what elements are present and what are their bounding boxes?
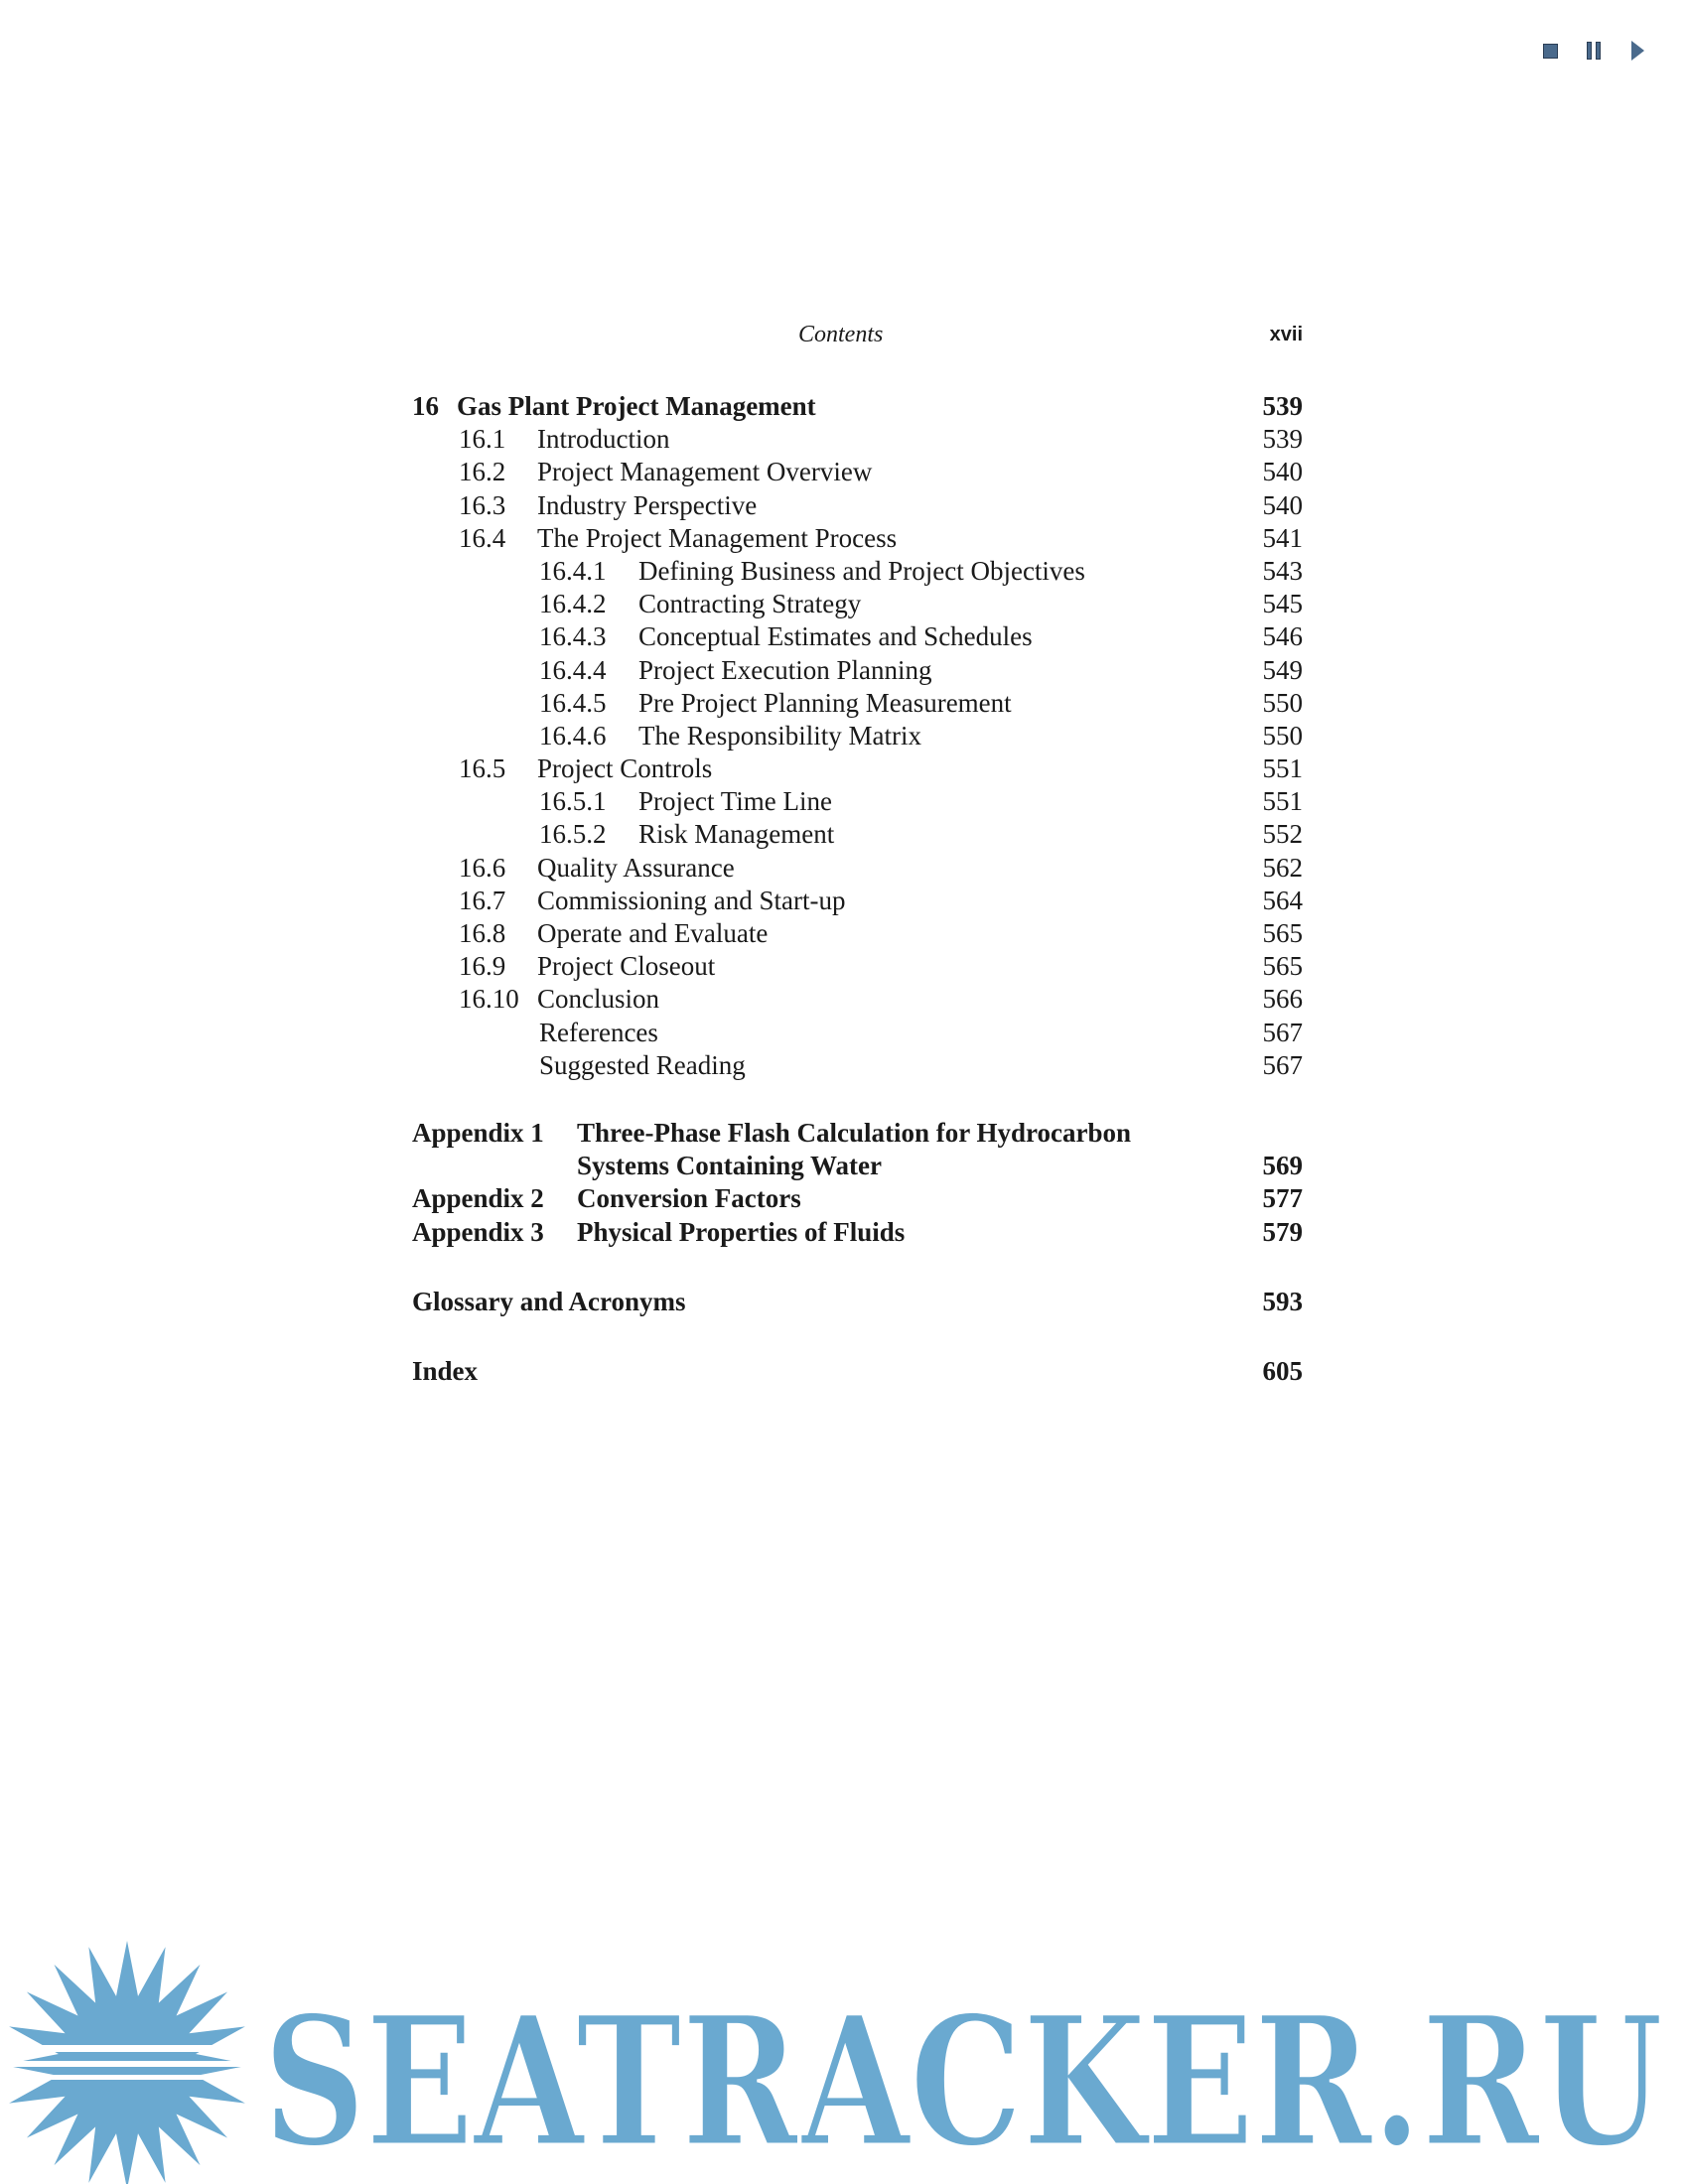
toc-entry [412,852,1303,885]
entry-title: Defining Business and Project Objectives [638,555,1085,586]
entry-page: 539 [1262,424,1303,455]
glossary-title: Glossary and Acronyms [412,1286,686,1316]
toc-entry [412,522,1303,555]
entry-number: 16.4.2 [539,589,607,619]
toc-glossary [412,1286,1303,1318]
entry-page: 550 [1262,720,1303,751]
toc-appendix [412,1182,1303,1215]
entry-title: Pre Project Planning Measurement [638,687,1012,718]
chapter-number: 16 [412,391,439,421]
entry-title: Project Management Overview [537,457,873,487]
toc-entry [412,950,1303,983]
entry-title: Project Execution Planning [638,654,932,685]
toc-entry [412,620,1303,653]
entry-page: 552 [1262,819,1303,850]
running-head [0,322,1688,355]
entry-number: 16.2 [459,457,506,487]
play-icon [1631,41,1644,61]
entry-number: 16.5.2 [539,819,607,850]
entry-title: Suggested Reading [539,1049,746,1080]
entry-page: 567 [1262,1049,1303,1080]
entry-number: 16.3 [459,489,506,520]
toc-entry [412,555,1303,588]
appendix-page: 577 [1262,1183,1303,1214]
entry-number: 16.7 [459,885,506,915]
entry-page: 549 [1262,654,1303,685]
appendix-page: 579 [1262,1216,1303,1247]
running-head-title: Contents [798,322,884,347]
toc-index [412,1355,1303,1388]
toc-entry [412,489,1303,522]
chapter-page: 539 [1262,391,1303,421]
toc-entry [412,785,1303,818]
entry-number: 16.4.3 [539,621,607,652]
entry-page: 567 [1262,1017,1303,1047]
glossary-page: 593 [1262,1286,1303,1316]
entry-page: 564 [1262,885,1303,915]
entry-title: Project Controls [537,753,713,784]
stop-button[interactable] [1539,40,1561,62]
entry-title: The Responsibility Matrix [638,720,921,751]
entry-page: 550 [1262,687,1303,718]
index-title: Index [412,1355,479,1386]
stop-icon [1543,44,1558,59]
entry-page: 541 [1262,522,1303,553]
table-of-contents [412,390,1303,1388]
entry-title: Conclusion [537,984,660,1015]
entry-number: 16.4.1 [539,555,607,586]
appendix-title: Systems Containing Water [577,1151,883,1181]
entry-page: 551 [1262,753,1303,784]
appendix-title: Conversion Factors [577,1183,801,1214]
running-head-page: xvii [1269,324,1303,345]
pause-icon [1587,42,1601,60]
entry-title: Operate and Evaluate [537,918,769,948]
toc-entry [412,917,1303,950]
toc-entry [412,588,1303,620]
watermark-text: SEATRACKER.RU [263,1978,1663,2184]
entry-page: 562 [1262,852,1303,883]
entry-title: Quality Assurance [537,852,735,883]
watermark [0,1916,1688,2184]
entry-number: 16.1 [459,424,506,455]
chapter-title: Gas Plant Project Management [457,391,816,421]
entry-number: 16.9 [459,951,506,982]
toc-appendix [412,1216,1303,1249]
entry-page: 540 [1262,489,1303,520]
toc-entry [412,1017,1303,1049]
playback-controls [1539,40,1648,62]
entry-title: Contracting Strategy [638,589,862,619]
toc-entry [412,1049,1303,1082]
entry-number: 16.5 [459,753,506,784]
entry-page: 551 [1262,786,1303,817]
entry-title: The Project Management Process [537,522,898,553]
toc-appendix [412,1117,1303,1150]
index-page: 605 [1262,1355,1303,1386]
toc-entry [412,885,1303,917]
toc-entry [412,456,1303,488]
entry-title: Commissioning and Start-up [537,885,846,915]
entry-page: 546 [1262,621,1303,652]
play-button[interactable] [1626,40,1648,62]
entry-title: Conceptual Estimates and Schedules [638,621,1033,652]
appendix-title: Physical Properties of Fluids [577,1216,906,1247]
entry-title: Project Closeout [537,951,716,982]
entry-number: 16.6 [459,852,506,883]
entry-number: 16.4.4 [539,654,607,685]
appendix-page: 569 [1262,1151,1303,1181]
entry-page: 543 [1262,555,1303,586]
entry-title: References [539,1017,658,1047]
entry-number: 16.5.1 [539,786,607,817]
entry-number: 16.8 [459,918,506,948]
entry-page: 540 [1262,457,1303,487]
entry-title: Risk Management [638,819,835,850]
sunburst-icon [0,1941,258,2184]
toc-entry [412,654,1303,687]
entry-page: 565 [1262,951,1303,982]
entry-page: 565 [1262,918,1303,948]
toc-entry [412,687,1303,720]
toc-entry [412,720,1303,752]
appendix-label: Appendix 3 [412,1216,544,1247]
toc-chapter [412,390,1303,423]
toc-entry [412,752,1303,785]
entry-title: Project Time Line [638,786,832,817]
entry-number: 16.4 [459,522,506,553]
entry-page: 545 [1262,589,1303,619]
entry-number: 16.10 [459,984,519,1015]
appendix-label: Appendix 2 [412,1183,544,1214]
toc-entry [412,423,1303,456]
entry-number: 16.4.6 [539,720,607,751]
appendix-title: Three-Phase Flash Calculation for Hydrocarbon [577,1117,1132,1148]
entry-page: 566 [1262,984,1303,1015]
entry-title: Introduction [537,424,670,455]
pause-button[interactable] [1583,40,1605,62]
toc-appendix-continued [412,1150,1303,1182]
toc-entry [412,818,1303,851]
toc-entry [412,983,1303,1016]
entry-number: 16.4.5 [539,687,607,718]
entry-title: Industry Perspective [537,489,758,520]
appendix-label: Appendix 1 [412,1117,544,1148]
